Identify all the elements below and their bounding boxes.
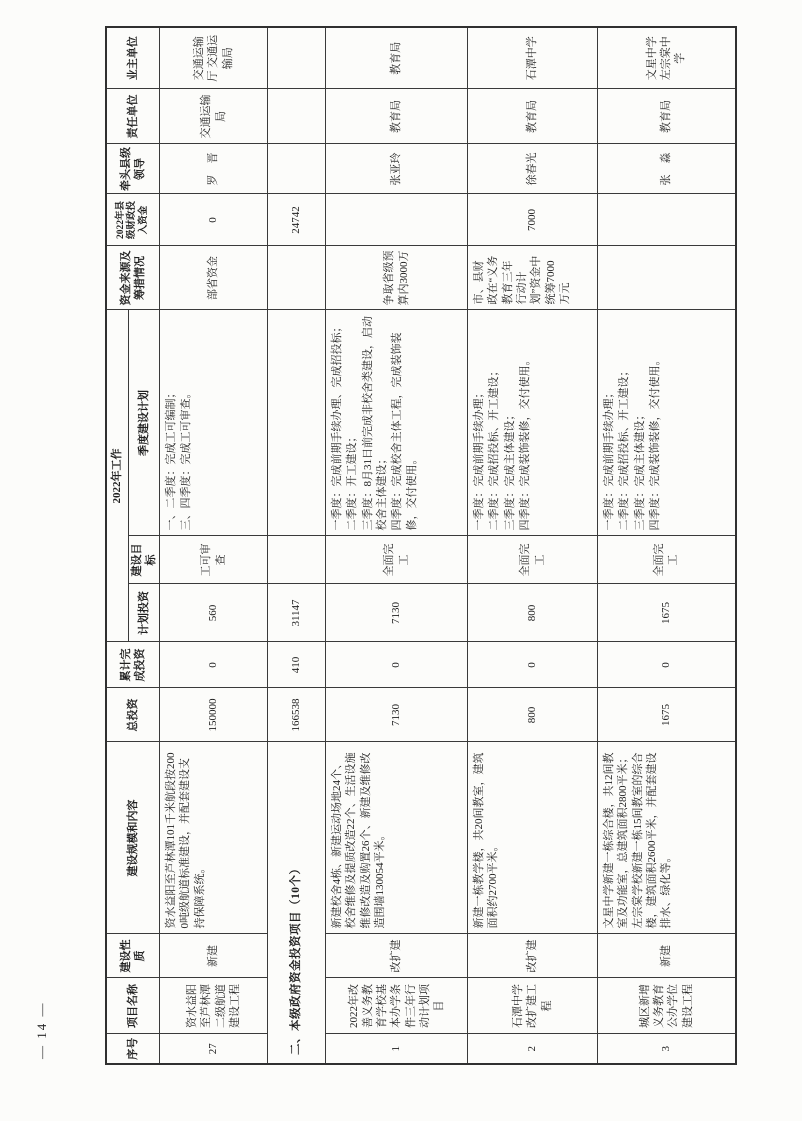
cell-empty bbox=[268, 27, 326, 89]
cell-planned-investment: 31147 bbox=[268, 584, 326, 642]
cell-construction-nature: 改扩建 bbox=[468, 934, 598, 978]
table-row-1 bbox=[326, 27, 468, 1064]
cell-county-funds bbox=[598, 194, 736, 246]
cell-total-investment: 1675 bbox=[598, 688, 736, 742]
cell-total-investment: 166538 bbox=[268, 688, 326, 742]
page-number: — 14 — bbox=[34, 1001, 49, 1059]
cell-planned-investment: 800 bbox=[468, 584, 598, 642]
section-row bbox=[268, 27, 326, 1064]
cell-planned-investment: 560 bbox=[160, 584, 268, 642]
cell-empty bbox=[268, 310, 326, 536]
cell-construction-goal: 全面完工 bbox=[468, 536, 598, 584]
header-county-funds: 2022年县级财政投入资金 bbox=[106, 194, 160, 246]
cell-construction-nature: 新建 bbox=[598, 934, 736, 978]
cell-seq: 1 bbox=[326, 1034, 468, 1064]
cell-project-name: 资水益阳至芦林潭二级航道建设工程 bbox=[160, 978, 268, 1034]
cell-empty bbox=[268, 246, 326, 310]
table-row-2 bbox=[468, 27, 598, 1064]
cell-planned-investment: 7130 bbox=[326, 584, 468, 642]
cell-seq: 3 bbox=[598, 1034, 736, 1064]
quarterly-line: 二季度：完成招投标、开工建设； bbox=[488, 365, 501, 531]
cell-scale-content: 新建一栋教学楼，共20间教室，建筑面积约2700平米。 bbox=[468, 742, 598, 934]
cell-quarterly-plan bbox=[598, 310, 736, 536]
cell-construction-nature: 改扩建 bbox=[326, 934, 468, 978]
cell-empty bbox=[268, 89, 326, 144]
cell-lead-leader: 张亚玲 bbox=[326, 144, 468, 194]
quarterly-line: 四季度：完成装饰装修，交付使用。 bbox=[518, 354, 531, 531]
cell-lead-leader: 张 淼 bbox=[598, 144, 736, 194]
cell-scale-content: 资水益阳至芦林潭101千米航段按2000吨级航道标准建设，并配套建设支持保障系统。 bbox=[160, 742, 268, 934]
cell-cumulative-investment: 410 bbox=[268, 642, 326, 688]
project-table bbox=[105, 26, 737, 1065]
quarterly-line: 四季度：完成校舍主体工程，完成装饰装修，交付使用。 bbox=[391, 332, 418, 531]
cell-funding-source: 争取省级预算内3000万 bbox=[326, 246, 468, 310]
header-2022-work: 2022年工作 bbox=[106, 310, 128, 642]
header-responsible-unit: 责任单位 bbox=[106, 89, 160, 144]
cell-scale-content: 文星中学新建一栋综合楼，共12间教室及功能室，总建筑面积2800平米；左宗棠学校新建一栋15间教室的综合楼，建筑面积2600平米，并配套建设排水、绿化等。 bbox=[598, 742, 736, 934]
quarterly-line: 一、二季度：完成工可编制； bbox=[165, 387, 178, 531]
cell-scale-content: 新建校舍4栋、新建运动场地24个、校舍维修及提质改造22个、生活设施维修改造及购置26个、新建及维修改造围墙130054平米。 bbox=[326, 742, 468, 934]
header-cumulative-investment: 累计完成投资 bbox=[106, 642, 160, 688]
cell-owner-unit: 文星中学 左宗棠中学 bbox=[598, 27, 736, 89]
cell-total-investment: 7130 bbox=[326, 688, 468, 742]
table-row-3 bbox=[598, 27, 736, 1064]
cell-county-funds: 7000 bbox=[468, 194, 598, 246]
cell-responsible-unit: 教育局 bbox=[326, 89, 468, 144]
cell-county-funds: 24742 bbox=[268, 194, 326, 246]
cell-project-name: 城区新增义务教育公办学位建设工程 bbox=[598, 978, 736, 1034]
cell-funding-source: 部省资金 bbox=[160, 246, 268, 310]
cell-funding-source: 市、县财政在“义务教育三年行动计划”资金中统筹7000万元 bbox=[468, 246, 598, 310]
cell-seq: 27 bbox=[160, 1034, 268, 1064]
quarterly-line: 三、四季度：完成工可审查。 bbox=[180, 387, 193, 531]
quarterly-line: 二季度：完成招投标、开工建设； bbox=[618, 365, 631, 531]
cell-planned-investment: 1675 bbox=[598, 584, 736, 642]
cell-empty bbox=[268, 144, 326, 194]
cell-quarterly-plan bbox=[160, 310, 268, 536]
cell-construction-goal: 全面完工 bbox=[598, 536, 736, 584]
cell-lead-leader: 罗 晋 bbox=[160, 144, 268, 194]
cell-construction-goal: 全面完工 bbox=[326, 536, 468, 584]
header-funding-source: 资金来源及筹措情况 bbox=[106, 246, 160, 310]
quarterly-line: 三季度：完成主体建设； bbox=[633, 409, 646, 531]
cell-county-funds bbox=[326, 194, 468, 246]
cell-owner-unit: 石潭中学 bbox=[468, 27, 598, 89]
cell-responsible-unit: 教育局 bbox=[598, 89, 736, 144]
quarterly-line: 四季度：完成装饰装修，交付使用。 bbox=[648, 354, 661, 531]
quarterly-line: 二季度：开工建设； bbox=[346, 431, 359, 531]
cell-owner-unit: 教育局 bbox=[326, 27, 468, 89]
cell-project-name: 2022年改善义务教育学校基本办学条件三年行动计划项目 bbox=[326, 978, 468, 1034]
cell-construction-nature: 新建 bbox=[160, 934, 268, 978]
section-title: 二、本级政府资金投资项目（10个） bbox=[268, 742, 326, 1064]
cell-responsible-unit: 交通运输局 bbox=[160, 89, 268, 144]
header-scale-content: 建设规模和内容 bbox=[106, 742, 160, 934]
cell-total-investment: 150000 bbox=[160, 688, 268, 742]
cell-cumulative-investment: 0 bbox=[598, 642, 736, 688]
header-total-investment: 总投资 bbox=[106, 688, 160, 742]
header-project-name: 项目名称 bbox=[106, 978, 160, 1034]
quarterly-line: 三季度：8月31日前完成非校舍类建设，启动校舍主体建设； bbox=[361, 316, 388, 531]
cell-responsible-unit: 教育局 bbox=[468, 89, 598, 144]
table-row-27 bbox=[160, 27, 268, 1064]
cell-cumulative-investment: 0 bbox=[326, 642, 468, 688]
header-construction-nature: 建设性质 bbox=[106, 934, 160, 978]
cell-funding-source bbox=[598, 246, 736, 310]
cell-seq: 2 bbox=[468, 1034, 598, 1064]
header-owner-unit: 业主单位 bbox=[106, 27, 160, 89]
cell-project-name: 石潭中学改扩建工程 bbox=[468, 978, 598, 1034]
cell-total-investment: 800 bbox=[468, 688, 598, 742]
header-planned-investment: 计划投资 bbox=[128, 584, 160, 642]
cell-county-funds: 0 bbox=[160, 194, 268, 246]
cell-cumulative-investment: 0 bbox=[160, 642, 268, 688]
quarterly-line: 一季度：完成前期手续办理； bbox=[603, 387, 616, 531]
cell-owner-unit: 交通运输厅 交通运输局 bbox=[160, 27, 268, 89]
cell-quarterly-plan bbox=[468, 310, 598, 536]
header-row-1 bbox=[106, 27, 128, 1064]
header-lead-leader: 牵头县级领导 bbox=[106, 144, 160, 194]
header-quarterly-plan: 季度建设计划 bbox=[128, 310, 160, 536]
header-construction-goal: 建设目标 bbox=[128, 536, 160, 584]
cell-quarterly-plan bbox=[326, 310, 468, 536]
quarterly-line: 一季度：完成前期手续办理、完成招投标； bbox=[331, 321, 344, 531]
quarterly-line: 一季度：完成前期手续办理； bbox=[473, 387, 486, 531]
header-seq: 序号 bbox=[106, 1034, 160, 1064]
cell-empty bbox=[268, 536, 326, 584]
cell-construction-goal: 工可审查 bbox=[160, 536, 268, 584]
cell-lead-leader: 徐春光 bbox=[468, 144, 598, 194]
cell-cumulative-investment: 0 bbox=[468, 642, 598, 688]
quarterly-line: 三季度：完成主体建设； bbox=[503, 409, 516, 531]
